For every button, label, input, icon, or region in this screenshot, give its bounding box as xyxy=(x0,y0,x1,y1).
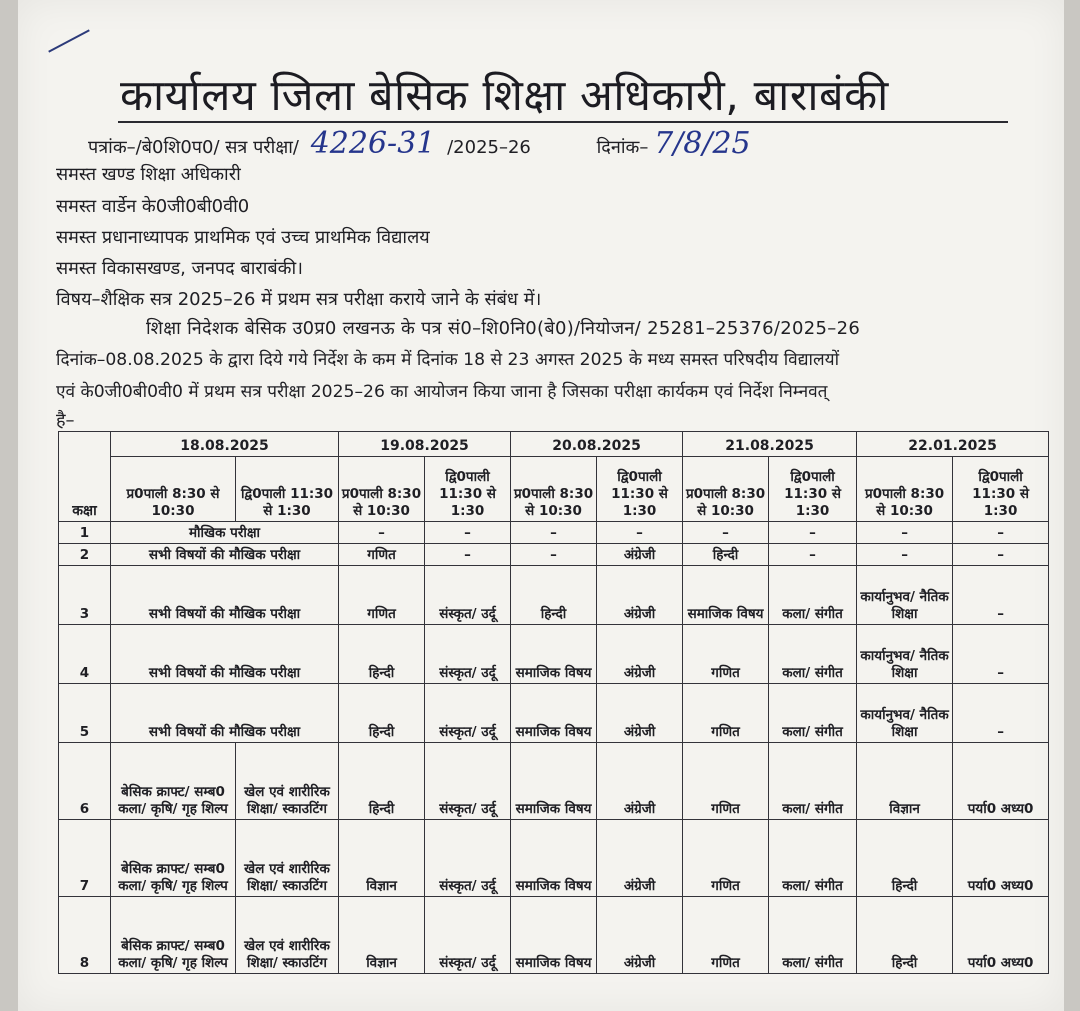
title-underline xyxy=(118,121,1008,123)
pen-mark xyxy=(48,29,90,52)
subject-cell: कला/ संगीत xyxy=(769,566,857,625)
subject-cell: कार्यानुभव/ नैतिक शिक्षा xyxy=(857,684,953,743)
body-line-3: एवं के0जी0बी0वी0 में प्रथम सत्र परीक्षा 2025–26 का आयोजन किया जाना है जिसका परीक्षा कार्यकम एवं निर्देश निम्नवत् xyxy=(56,382,828,402)
dash-cell: – xyxy=(425,522,511,544)
shift-header: प्र0पाली 8:30 से 10:30 xyxy=(857,457,953,522)
subject-cell: समाजिक विषय xyxy=(511,820,597,897)
body-line-4: है– xyxy=(56,410,75,431)
subject-cell: हिन्दी xyxy=(857,897,953,974)
addressee-2: समस्त वार्डेन के0जी0बी0वी0 xyxy=(56,196,250,217)
shift-header: प्र0पाली 8:30 से 10:30 xyxy=(511,457,597,522)
subject-cell: मौखिक परीक्षा xyxy=(111,522,339,544)
shift-header: प्र0पाली 8:30 से 10:30 xyxy=(111,457,236,522)
subject-cell: कला/ संगीत xyxy=(769,743,857,820)
body-line-1: शिक्षा निदेशक बेसिक उ0प्र0 लखनऊ के पत्र सं0–शि0नि0(बे0)/नियोजन/ 25281–25376/2025–26 xyxy=(146,318,861,339)
class-header: कक्षा xyxy=(59,432,111,522)
subject-cell: पर्या0 अध्य0 xyxy=(953,820,1049,897)
subject-cell: गणित xyxy=(339,544,425,566)
class-cell: 1 xyxy=(59,522,111,544)
subject-cell: संस्कृत/ उर्दू xyxy=(425,625,511,684)
dash-cell: – xyxy=(953,522,1049,544)
table-row xyxy=(59,566,1049,625)
reference-line xyxy=(88,126,751,161)
subject-cell: पर्या0 अध्य0 xyxy=(953,897,1049,974)
subject-cell: अंग्रेजी xyxy=(597,684,683,743)
class-cell: 4 xyxy=(59,625,111,684)
shift-header: द्वि0पाली 11:30 से 1:30 xyxy=(769,457,857,522)
body-line-2: दिनांक–08.08.2025 के द्वारा दिये गये निर्देश के कम में दिनांक 18 से 23 अगस्त 2025 के मध्य समस्त परिषदीय विद्यालयों xyxy=(56,350,840,370)
date-header: 21.08.2025 xyxy=(683,432,857,457)
subject-cell: हिन्दी xyxy=(339,684,425,743)
shift-header: द्वि0पाली 11:30 से 1:30 xyxy=(425,457,511,522)
subject-cell: सभी विषयों की मौखिक परीक्षा xyxy=(111,684,339,743)
date-header: 22.01.2025 xyxy=(857,432,1049,457)
shift-header: प्र0पाली 8:30 से 10:30 xyxy=(683,457,769,522)
class-cell: 8 xyxy=(59,897,111,974)
shift-header: द्वि0पाली 11:30 से 1:30 xyxy=(953,457,1049,522)
date-header: 19.08.2025 xyxy=(339,432,511,457)
addressee-3: समस्त प्रधानाध्यापक प्राथमिक एवं उच्च प्राथमिक विद्यालय xyxy=(56,227,430,248)
subject-cell: कार्यानुभव/ नैतिक शिक्षा xyxy=(857,566,953,625)
subject-cell: बेसिक क्राफ्ट/ सम्ब0 कला/ कृषि/ गृह शिल्प xyxy=(111,897,236,974)
subject-cell: सभी विषयों की मौखिक परीक्षा xyxy=(111,544,339,566)
dash-cell: – xyxy=(953,544,1049,566)
date-header: 18.08.2025 xyxy=(111,432,339,457)
dash-cell: – xyxy=(953,684,1049,743)
date-label: दिनांक– xyxy=(596,137,649,158)
subject-cell: गणित xyxy=(683,684,769,743)
subject-cell: गणित xyxy=(339,566,425,625)
subject-cell: समाजिक विषय xyxy=(511,897,597,974)
subject-cell: गणित xyxy=(683,625,769,684)
shift-header: द्वि0पाली 11:30 से 1:30 xyxy=(236,457,339,522)
subject-cell: कला/ संगीत xyxy=(769,684,857,743)
subject-cell: समाजिक विषय xyxy=(511,684,597,743)
dash-cell: – xyxy=(425,544,511,566)
subject-cell: सभी विषयों की मौखिक परीक्षा xyxy=(111,566,339,625)
exam-schedule-table xyxy=(58,431,1049,974)
addressee-1: समस्त खण्ड शिक्षा अधिकारी xyxy=(56,164,241,185)
class-cell: 2 xyxy=(59,544,111,566)
table-row xyxy=(59,522,1049,544)
dash-cell: – xyxy=(857,522,953,544)
subject-cell: खेल एवं शारीरिक शिक्षा/ स्काउटिंग xyxy=(236,743,339,820)
dash-cell: – xyxy=(683,522,769,544)
dash-cell: – xyxy=(953,566,1049,625)
subject-cell: विज्ञान xyxy=(339,820,425,897)
ref-year: /2025–26 xyxy=(447,137,531,158)
subject-cell: बेसिक क्राफ्ट/ सम्ब0 कला/ कृषि/ गृह शिल्प xyxy=(111,820,236,897)
dash-cell: – xyxy=(769,544,857,566)
subject-cell: पर्या0 अध्य0 xyxy=(953,743,1049,820)
subject-cell: अंग्रेजी xyxy=(597,897,683,974)
table-row xyxy=(59,820,1049,897)
subject-cell: संस्कृत/ उर्दू xyxy=(425,684,511,743)
class-cell: 3 xyxy=(59,566,111,625)
dash-cell: – xyxy=(339,522,425,544)
subject-cell: अंग्रेजी xyxy=(597,820,683,897)
subject-cell: कला/ संगीत xyxy=(769,625,857,684)
date-handwritten: 7/8/25 xyxy=(654,126,751,161)
subject-cell: अंग्रेजी xyxy=(597,566,683,625)
subject-cell: विज्ञान xyxy=(857,743,953,820)
ref-number-handwritten: 4226-31 xyxy=(310,126,436,161)
class-cell: 5 xyxy=(59,684,111,743)
dash-cell: – xyxy=(511,544,597,566)
ref-prefix: पत्रांक–/बे0शि0प0/ सत्र परीक्षा/ xyxy=(88,137,299,158)
shift-header: प्र0पाली 8:30 से 10:30 xyxy=(339,457,425,522)
subject-cell: गणित xyxy=(683,897,769,974)
office-title: कार्यालय जिला बेसिक शिक्षा अधिकारी, बाराबंकी xyxy=(120,71,889,121)
subject-cell: संस्कृत/ उर्दू xyxy=(425,566,511,625)
addressee-4: समस्त विकासखण्ड, जनपद बाराबंकी। xyxy=(56,258,303,279)
subject-cell: संस्कृत/ उर्दू xyxy=(425,897,511,974)
subject-cell: गणित xyxy=(683,743,769,820)
subject-cell: संस्कृत/ उर्दू xyxy=(425,743,511,820)
dash-cell: – xyxy=(857,544,953,566)
subject-cell: कला/ संगीत xyxy=(769,897,857,974)
subject-cell: अंग्रेजी xyxy=(597,544,683,566)
subject-cell: समाजिक विषय xyxy=(511,743,597,820)
subject-cell: हिन्दी xyxy=(339,625,425,684)
dash-cell: – xyxy=(597,522,683,544)
table-row xyxy=(59,897,1049,974)
subject-cell: समाजिक विषय xyxy=(683,566,769,625)
class-cell: 6 xyxy=(59,743,111,820)
table-row xyxy=(59,743,1049,820)
subject-cell: संस्कृत/ उर्दू xyxy=(425,820,511,897)
subject-cell: अंग्रेजी xyxy=(597,743,683,820)
subject-cell: कला/ संगीत xyxy=(769,820,857,897)
date-header: 20.08.2025 xyxy=(511,432,683,457)
subject-line: विषय–शैक्षिक सत्र 2025–26 में प्रथम सत्र परीक्षा कराये जाने के संबंध में। xyxy=(56,289,542,310)
table-row xyxy=(59,544,1049,566)
subject-cell: हिन्दी xyxy=(857,820,953,897)
subject-cell: गणित xyxy=(683,820,769,897)
subject-cell: विज्ञान xyxy=(339,897,425,974)
subject-cell: हिन्दी xyxy=(511,566,597,625)
table-row xyxy=(59,625,1049,684)
shift-header: द्वि0पाली 11:30 से 1:30 xyxy=(597,457,683,522)
dash-cell: – xyxy=(769,522,857,544)
dash-cell: – xyxy=(953,625,1049,684)
subject-cell: हिन्दी xyxy=(683,544,769,566)
subject-cell: सभी विषयों की मौखिक परीक्षा xyxy=(111,625,339,684)
subject-cell: बेसिक क्राफ्ट/ सम्ब0 कला/ कृषि/ गृह शिल्प xyxy=(111,743,236,820)
subject-cell: अंग्रेजी xyxy=(597,625,683,684)
subject-cell: कार्यानुभव/ नैतिक शिक्षा xyxy=(857,625,953,684)
table-row xyxy=(59,684,1049,743)
subject-cell: समाजिक विषय xyxy=(511,625,597,684)
dash-cell: – xyxy=(511,522,597,544)
class-cell: 7 xyxy=(59,820,111,897)
subject-cell: हिन्दी xyxy=(339,743,425,820)
subject-cell: खेल एवं शारीरिक शिक्षा/ स्काउटिंग xyxy=(236,820,339,897)
subject-cell: खेल एवं शारीरिक शिक्षा/ स्काउटिंग xyxy=(236,897,339,974)
